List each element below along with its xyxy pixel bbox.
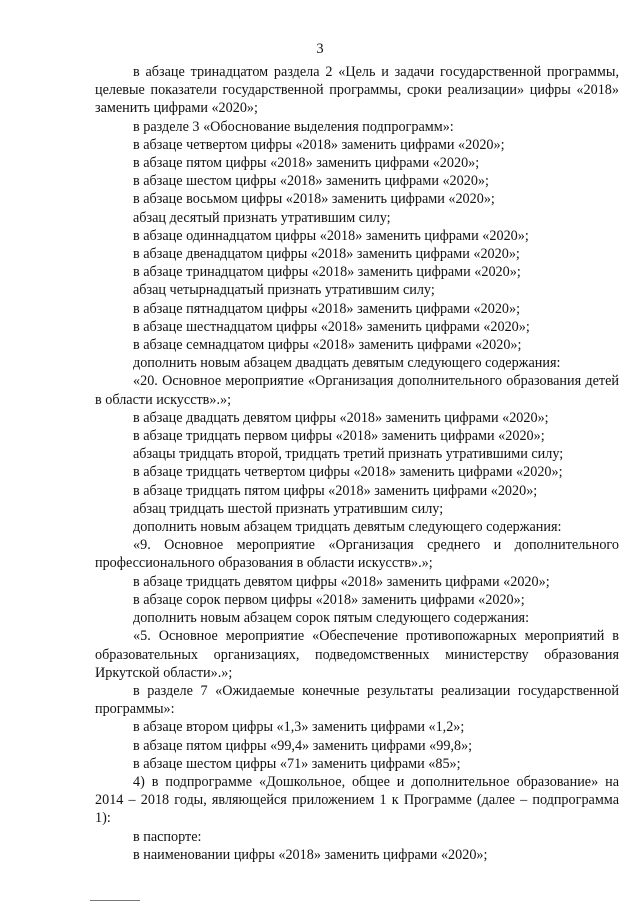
paragraph: «9. Основное мероприятие «Организация среднего и дополнительного профессионального образования в области искусств».»; — [95, 537, 619, 572]
paragraph: в абзаце тринадцатом цифры «2018» заменить цифрами «2020»; — [133, 264, 521, 281]
paragraph: в наименовании цифры «2018» заменить цифрами «2020»; — [133, 846, 488, 863]
paragraph: 4) в подпрограмме «Дошкольное, общее и дополнительное образование» на 2014 – 2018 годы, являющейся приложением 1 к Программе (далее – подпрограмма 1): — [95, 773, 619, 827]
paragraph: в абзаце восьмом цифры «2018» заменить цифрами «2020»; — [133, 191, 495, 208]
paragraph: дополнить новым абзацем двадцать девятым следующего содержания: — [133, 355, 561, 372]
paragraph: в абзаце тридцать пятом цифры «2018» заменить цифрами «2020»; — [133, 482, 538, 499]
paragraph: в абзаце шестом цифры «71» заменить цифрами «85»; — [133, 755, 461, 772]
page-number: 3 — [316, 41, 324, 57]
paragraph: в абзаце сорок первом цифры «2018» заменить цифрами «2020»; — [133, 591, 525, 608]
paragraph: абзац четырнадцатый признать утратившим силу; — [133, 282, 435, 299]
paragraph: в абзаце пятнадцатом цифры «2018» заменить цифрами «2020»; — [133, 300, 521, 317]
paragraph: абзац тридцать шестой признать утратившим силу; — [133, 500, 444, 517]
paragraph: в абзаце одиннадцатом цифры «2018» заменить цифрами «2020»; — [133, 227, 529, 244]
paragraph: в паспорте: — [133, 828, 202, 845]
paragraph: в абзаце семнадцатом цифры «2018» заменить цифрами «2020»; — [133, 337, 522, 354]
paragraph: в абзаце пятом цифры «2018» заменить цифрами «2020»; — [133, 155, 480, 172]
paragraph: дополнить новым абзацем тридцать девятым следующего содержания: — [133, 519, 562, 536]
paragraph: в абзаце двенадцатом цифры «2018» заменить цифрами «2020»; — [133, 246, 520, 263]
paragraph: в абзаце втором цифры «1,3» заменить цифрами «1,2»; — [133, 719, 465, 736]
paragraph: в абзаце тридцать четвертом цифры «2018» заменить цифрами «2020»; — [133, 464, 563, 481]
document-body — [95, 63, 619, 864]
paragraph: абзац десятый признать утратившим силу; — [133, 209, 391, 226]
footer-rule — [90, 900, 140, 901]
paragraph: в разделе 3 «Обоснование выделения подпрограмм»: — [133, 118, 454, 135]
paragraph: в абзаце тринадцатом раздела 2 «Цель и задачи государственной программы, целевые показатели государственной программы, сроки реализации» цифры «2018» заменить цифрами «2020»; — [95, 64, 619, 117]
paragraph: в абзаце шестом цифры «2018» заменить цифрами «2020»; — [133, 173, 489, 190]
paragraph: в абзаце четвертом цифры «2018» заменить цифрами «2020»; — [133, 136, 505, 153]
paragraph: в абзаце шестнадцатом цифры «2018» заменить цифрами «2020»; — [133, 318, 530, 335]
paragraph: в разделе 7 «Ожидаемые конечные результаты реализации государственной программы»: — [95, 682, 619, 718]
paragraph: «20. Основное мероприятие «Организация дополнительного образования детей в области искусств».»; — [95, 373, 619, 408]
paragraph: в абзаце пятом цифры «99,4» заменить цифрами «99,8»; — [133, 737, 473, 754]
paragraph: дополнить новым абзацем сорок пятым следующего содержания: — [133, 610, 530, 627]
paragraph: в абзаце двадцать девятом цифры «2018» заменить цифрами «2020»; — [133, 409, 549, 426]
paragraph: в абзаце тридцать первом цифры «2018» заменить цифрами «2020»; — [133, 428, 545, 445]
paragraph: «5. Основное мероприятие «Обеспечение противопожарных мероприятий в образовательных организациях, подведомственных министерству образования Иркутской области».»; — [95, 628, 619, 681]
paragraph: абзацы тридцать второй, тридцать третий признать утратившими силу; — [133, 446, 564, 463]
paragraph: в абзаце тридцать девятом цифры «2018» заменить цифрами «2020»; — [133, 573, 550, 590]
